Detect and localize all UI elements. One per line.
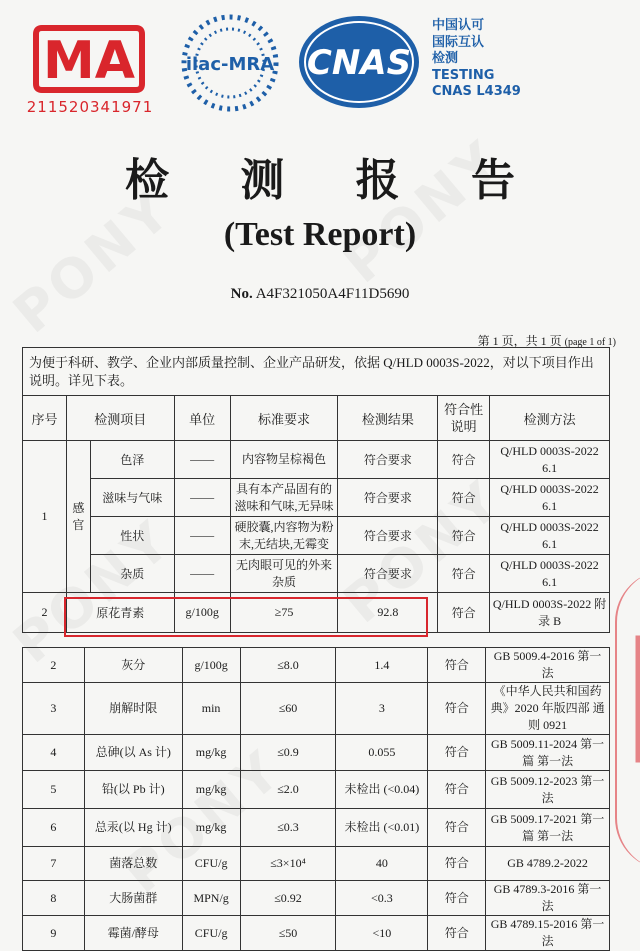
method-cell: GB 5009.11-2024 第一篇 第一法 [486, 735, 610, 771]
result-cell: 未检出 (<0.04) [336, 771, 428, 809]
table-row [23, 555, 610, 593]
header-result: 检测结果 [338, 396, 438, 441]
requirement-cell: 内容物呈棕褐色 [230, 441, 338, 479]
title-cn: 检 测 报 告 [125, 155, 543, 206]
header-item: 检测项目 [66, 396, 174, 441]
result-cell: 3 [336, 683, 428, 735]
conformity-cell: 符合 [438, 441, 490, 479]
ilac-mark: ilac-MRA [185, 54, 275, 75]
page-number: 第 1 页，共 1 页 (page 1 of 1) [477, 334, 616, 348]
result-cell: <0.3 [336, 881, 428, 916]
table-row [23, 881, 610, 916]
seq-cell: 1 [23, 441, 67, 593]
ilac-mra-logo [170, 8, 290, 118]
requirement-cell: ≤50 [240, 916, 336, 951]
conformity-cell: 符合 [428, 771, 486, 809]
item-cell: 总汞(以 Hg 计) [84, 809, 182, 847]
item-cell: 滋味与气味 [90, 479, 174, 517]
result-cell: 符合要求 [338, 441, 438, 479]
requirement-cell: ≥75 [230, 593, 338, 633]
unit-cell: —— [174, 555, 230, 593]
unit-cell: —— [174, 517, 230, 555]
header-seq: 序号 [23, 396, 67, 441]
method-cell: Q/HLD 0003S-2022 6.1 [490, 555, 610, 593]
seq-cell: 5 [23, 771, 85, 809]
seq-cell: 7 [23, 847, 85, 881]
item-cell: 总砷(以 As 计) [84, 735, 182, 771]
table-row [23, 648, 610, 683]
method-cell: Q/HLD 0003S-2022 6.1 [490, 441, 610, 479]
requirement-cell: 无肉眼可见的外来杂质 [230, 555, 338, 593]
table-row [23, 809, 610, 847]
conformity-cell: 符合 [428, 683, 486, 735]
conformity-cell: 符合 [428, 809, 486, 847]
unit-cell: mg/kg [182, 771, 240, 809]
unit-cell: g/100g [174, 593, 230, 633]
unit-cell: mg/kg [182, 809, 240, 847]
conformity-cell: 符合 [428, 916, 486, 951]
cnas-text: 中国认可 国际互认 检测 TESTING CNAS L4349 [432, 18, 521, 99]
item-cell: 铅(以 Pb 计) [84, 771, 182, 809]
requirement-cell: ≤0.3 [240, 809, 336, 847]
unit-cell: g/100g [182, 648, 240, 683]
report-number: No. A4F321050A4F11D5690 [230, 286, 410, 302]
seq-cell: 9 [23, 916, 85, 951]
requirement-cell: 硬胶囊,内容物为粉末,无结块,无霉变 [230, 517, 338, 555]
header-requirement: 标准要求 [230, 396, 338, 441]
requirement-cell: 具有本产品固有的滋味和气味,无异味 [230, 479, 338, 517]
seq-cell: 2 [23, 593, 67, 633]
conformity-cell: 符合 [428, 735, 486, 771]
conformity-cell: 符合 [438, 517, 490, 555]
method-cell: GB 4789.2-2022 [486, 847, 610, 881]
table-row [23, 735, 610, 771]
method-cell: GB 5009.17-2021 第一篇 第一法 [486, 809, 610, 847]
table-row [23, 771, 610, 809]
item-cell: 色泽 [90, 441, 174, 479]
item-cell: 性状 [90, 517, 174, 555]
item-cell: 原花青素 [66, 593, 174, 633]
result-cell: 未检出 (<0.01) [336, 809, 428, 847]
cma-mark: MA [43, 31, 135, 91]
conformity-cell: 符合 [428, 881, 486, 916]
conformity-cell: 符合 [428, 847, 486, 881]
requirement-cell: ≤8.0 [240, 648, 336, 683]
result-cell: <10 [336, 916, 428, 951]
table-header-row [23, 396, 610, 441]
seq-cell: 4 [23, 735, 85, 771]
table-row [23, 441, 610, 479]
header-method: 检测方法 [490, 396, 610, 441]
intro-text: 为便于科研、教学、企业内部质量控制、企业产品研发，依据 Q/HLD 0003S-2022，对以下项目作出说明。详见下表。 [23, 348, 610, 396]
unit-cell: min [182, 683, 240, 735]
method-cell: 《中华人民共和国药典》2020 年版四部 通则 0921 [486, 683, 610, 735]
method-cell: GB 4789.3-2016 第一法 [486, 881, 610, 916]
table-row [23, 683, 610, 735]
result-cell: 1.4 [336, 648, 428, 683]
conformity-cell: 符合 [438, 555, 490, 593]
method-cell: Q/HLD 0003S-2022 6.1 [490, 479, 610, 517]
result-cell: 符合要求 [338, 479, 438, 517]
seq-cell: 8 [23, 881, 85, 916]
unit-cell: —— [174, 479, 230, 517]
header-unit: 单位 [174, 396, 230, 441]
results-table-lower [22, 647, 610, 951]
title-en: (Test Report) [223, 216, 417, 253]
method-cell: GB 5009.4-2016 第一法 [486, 648, 610, 683]
result-cell: 符合要求 [338, 555, 438, 593]
conformity-cell: 符合 [438, 479, 490, 517]
cnas-mark: CNAS [306, 43, 412, 83]
highlight-box [64, 597, 428, 637]
method-cell: Q/HLD 0003S-2022 附录 B [490, 593, 610, 633]
item-cell: 大肠菌群 [84, 881, 182, 916]
cnas-logo [296, 14, 422, 110]
item-cell: 霉菌/酵母 [84, 916, 182, 951]
method-cell: GB 5009.12-2023 第一法 [486, 771, 610, 809]
requirement-cell: ≤3×10⁴ [240, 847, 336, 881]
unit-cell: CFU/g [182, 916, 240, 951]
item-cell: 杂质 [90, 555, 174, 593]
table-row [23, 847, 610, 881]
unit-cell: mg/kg [182, 735, 240, 771]
method-cell: GB 4789.15-2016 第一法 [486, 916, 610, 951]
cma-logo [26, 22, 152, 96]
unit-cell: CFU/g [182, 847, 240, 881]
result-cell: 0.055 [336, 735, 428, 771]
seq-cell: 2 [23, 648, 85, 683]
method-cell: Q/HLD 0003S-2022 6.1 [490, 517, 610, 555]
requirement-cell: ≤0.92 [240, 881, 336, 916]
item-cell: 崩解时限 [84, 683, 182, 735]
unit-cell: —— [174, 441, 230, 479]
cma-number: 211520341971 [26, 98, 154, 116]
results-table-upper [22, 347, 610, 633]
conformity-cell: 符合 [438, 593, 490, 633]
requirement-cell: ≤0.9 [240, 735, 336, 771]
seq-cell: 6 [23, 809, 85, 847]
category-cell: 感官 [66, 441, 90, 593]
red-seal-stamp [615, 570, 640, 870]
table-row [23, 479, 610, 517]
table-row [23, 517, 610, 555]
item-cell: 菌落总数 [84, 847, 182, 881]
table-row [23, 916, 610, 951]
result-cell: 符合要求 [338, 517, 438, 555]
result-cell: 40 [336, 847, 428, 881]
conformity-cell: 符合 [428, 648, 486, 683]
header-conformity: 符合性说明 [438, 396, 490, 441]
seq-cell: 3 [23, 683, 85, 735]
requirement-cell: ≤2.0 [240, 771, 336, 809]
requirement-cell: ≤60 [240, 683, 336, 735]
unit-cell: MPN/g [182, 881, 240, 916]
item-cell: 灰分 [84, 648, 182, 683]
result-cell: 92.8 [338, 593, 438, 633]
